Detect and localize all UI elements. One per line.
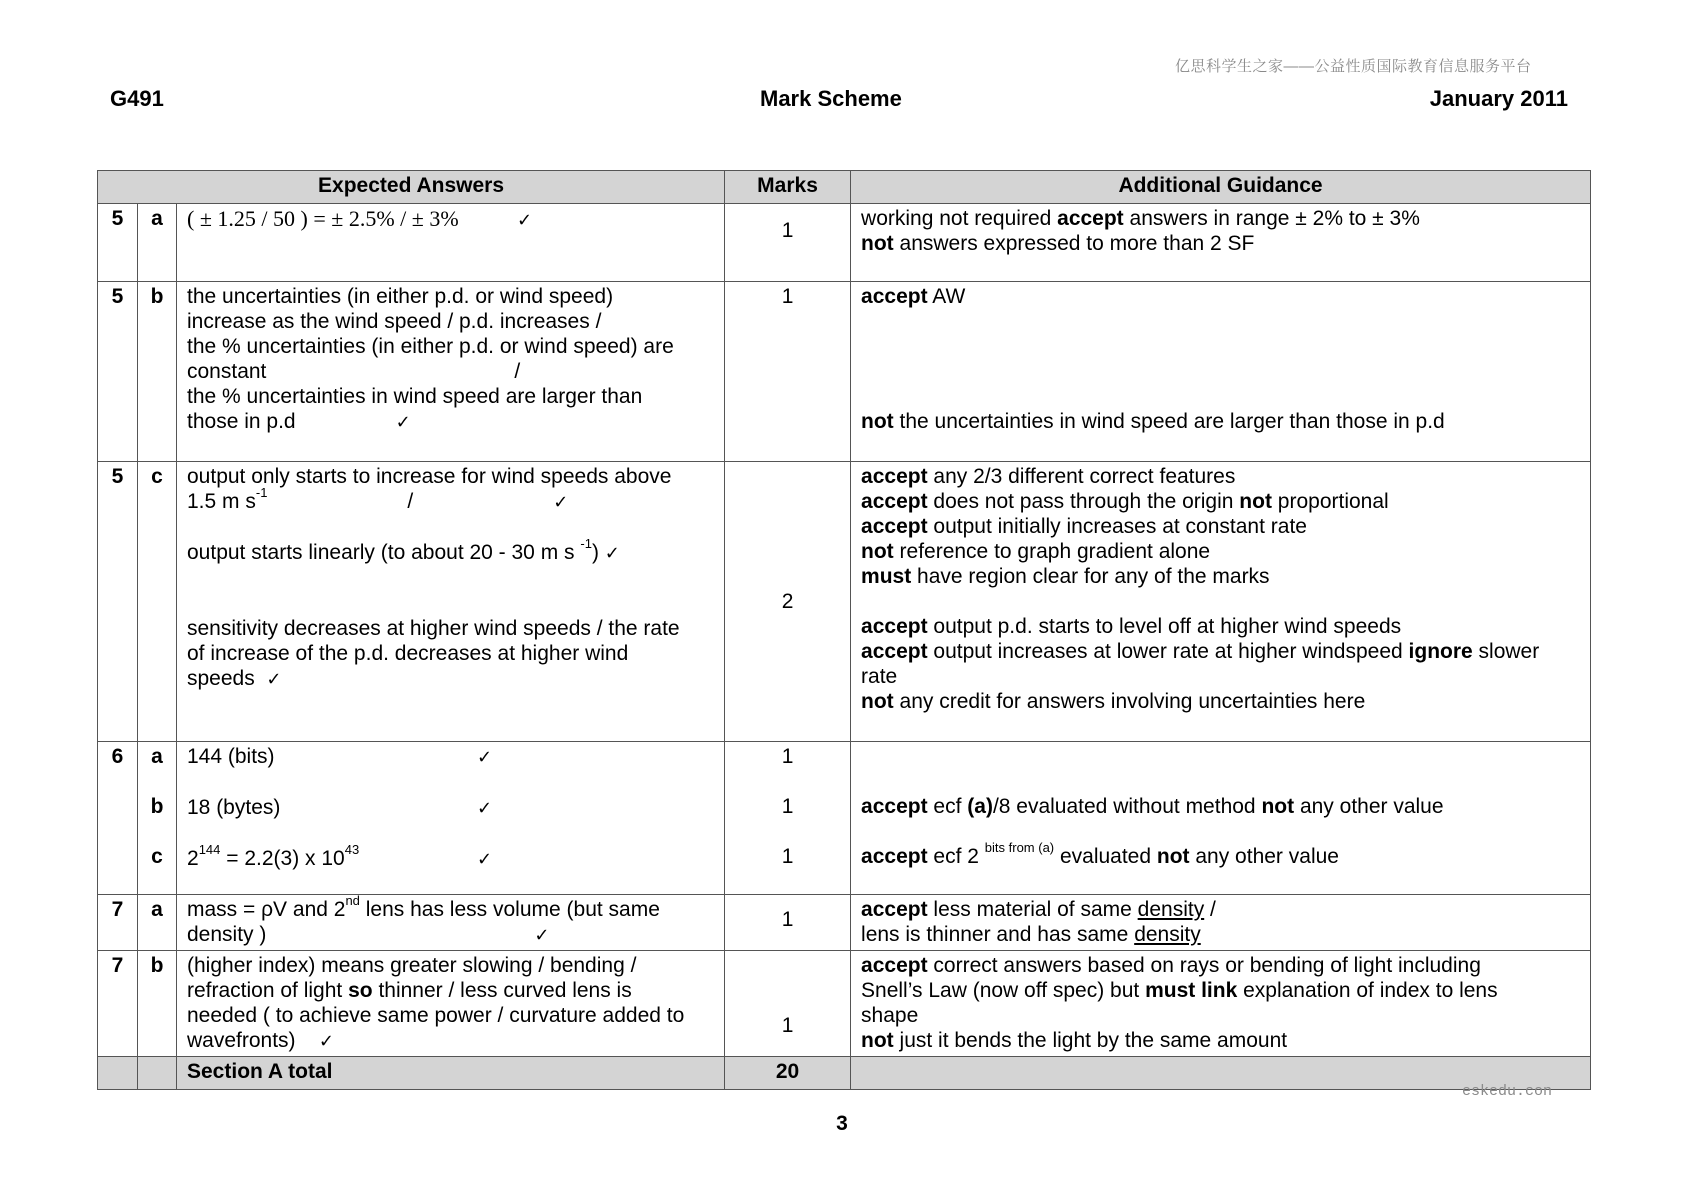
- guidance-text: lens is thinner and has same: [861, 923, 1135, 946]
- guidance-text: output initially increases at constant rate: [927, 515, 1307, 538]
- marks-value: 1: [781, 745, 794, 768]
- marks-cell: 2: [725, 462, 851, 742]
- answer-line: 144 (bits): [187, 745, 275, 768]
- guidance-text: density: [1137, 898, 1205, 921]
- guidance-text: AW: [927, 285, 966, 308]
- watermark-top: 亿思科学生之家——公益性质国际教育信息服务平台: [1175, 58, 1532, 75]
- expected-answer: [177, 204, 725, 282]
- guidance-text: ecf 2: [927, 845, 985, 868]
- guidance-keyword: not: [1156, 845, 1190, 868]
- answer-line: 2: [187, 847, 199, 870]
- guidance-text: ecf: [927, 795, 968, 818]
- guidance-text: Snell’s Law (now off spec) but: [861, 979, 1146, 1002]
- guidance-keyword: not: [1261, 795, 1295, 818]
- expected-answer: [177, 895, 725, 951]
- superscript: 144: [198, 842, 221, 857]
- tick-icon: ✓: [553, 492, 569, 513]
- expected-answer: [177, 282, 725, 462]
- marks-cell: 1: [725, 204, 851, 282]
- guidance-text: rate: [861, 665, 898, 688]
- answer-line: of increase of the p.d. decreases at higher wind: [187, 642, 629, 665]
- answer-separator: /: [514, 360, 521, 383]
- watermark-bottom: eskedu.con: [1462, 1083, 1553, 1100]
- expected-answers-header: Expected Answers: [98, 171, 725, 204]
- answer-separator: /: [407, 490, 414, 513]
- guidance-keyword: accept: [1057, 207, 1124, 230]
- guidance-keyword: not: [861, 410, 894, 433]
- answer-line: wavefronts): [187, 1029, 296, 1052]
- marks-header: Marks: [725, 171, 851, 204]
- guidance-text: less material of same: [927, 898, 1138, 921]
- guidance-text: proportional: [1271, 490, 1389, 513]
- answer-line: those in p.d: [187, 410, 296, 433]
- marks-cell: 1: [725, 895, 851, 951]
- guidance-text: any credit for answers involving uncertainties here: [893, 690, 1366, 713]
- answer-line: lens has less volume (but same: [359, 898, 660, 921]
- guidance-keyword: accept: [861, 640, 928, 663]
- guidance-keyword: must: [861, 565, 912, 588]
- answer-line: density ): [187, 923, 267, 946]
- question-part: c: [138, 462, 177, 742]
- tick-icon: ✓: [477, 747, 493, 768]
- expected-answer: [177, 951, 725, 1057]
- answer-line: 18 (bytes): [187, 796, 281, 819]
- question-number: 7: [98, 951, 138, 1057]
- answer-line: output only starts to increase for wind speeds above: [187, 465, 672, 488]
- answer-line: refraction of light: [187, 979, 349, 1002]
- marks-cell: 1: [725, 282, 851, 462]
- guidance: [851, 742, 1591, 895]
- paper-code: G491: [110, 86, 164, 111]
- guidance-text: the uncertainties in wind speed are larger than those in p.d: [893, 410, 1445, 433]
- answer-line: mass = ρV and 2: [187, 898, 346, 921]
- section-total-marks: 20: [725, 1057, 851, 1090]
- guidance-keyword: not: [1239, 490, 1272, 513]
- guidance: [851, 204, 1591, 282]
- expected-answer: [177, 462, 725, 742]
- document-title: Mark Scheme: [760, 86, 902, 111]
- marks-value: 1: [781, 795, 794, 818]
- guidance-text: shape: [861, 1004, 919, 1027]
- section-total-label: Section A total: [177, 1057, 725, 1090]
- guidance-text: any 2/3 different correct features: [927, 465, 1236, 488]
- table-row: [98, 462, 1591, 742]
- table-row: [98, 895, 1591, 951]
- answer-line: the % uncertainties in wind speed are larger than: [187, 385, 643, 408]
- guidance-text: /8 evaluated without method: [992, 795, 1262, 818]
- expected-answer: [177, 742, 725, 895]
- guidance-text: explanation of index to lens: [1237, 979, 1498, 1002]
- guidance-keyword: accept: [861, 465, 928, 488]
- question-number: 5: [98, 204, 138, 282]
- guidance-keyword: accept: [861, 285, 928, 308]
- question-part: b: [138, 282, 177, 462]
- guidance: [851, 462, 1591, 742]
- answer-keyword: so: [348, 979, 373, 1002]
- guidance-text: just it bends the light by the same amount: [893, 1029, 1288, 1052]
- tick-icon: ✓: [534, 925, 550, 946]
- answer-line: ): [591, 541, 599, 564]
- answer-line: the uncertainties (in either p.d. or wind speed): [187, 285, 614, 308]
- question-part: b: [150, 795, 164, 818]
- table-row: [98, 282, 1591, 462]
- section-total-row: [98, 1057, 1591, 1090]
- answer-line: output starts linearly (to about 20 - 30 m s: [187, 541, 581, 564]
- table-row: [98, 742, 1591, 895]
- guidance-keyword: not: [861, 1029, 894, 1052]
- answer-line: needed ( to achieve same power / curvature added to: [187, 1004, 685, 1027]
- tick-icon: ✓: [266, 669, 282, 690]
- answer-line: sensitivity decreases at higher wind speeds / the rate: [187, 617, 680, 640]
- question-parts: [138, 742, 177, 895]
- superscript: nd: [345, 893, 360, 908]
- tick-icon: ✓: [318, 1031, 334, 1052]
- guidance-keyword: accept: [861, 795, 928, 818]
- marks-cell: 1: [725, 951, 851, 1057]
- guidance-text: does not pass through the origin: [927, 490, 1240, 513]
- answer-line: constant: [187, 360, 267, 383]
- tick-icon: ✓: [395, 412, 411, 433]
- answer-line: increase as the wind speed / p.d. increases /: [187, 310, 602, 333]
- question-number: 6: [98, 742, 138, 895]
- guidance-keyword: not: [861, 232, 894, 255]
- guidance-keyword: ignore: [1408, 640, 1473, 663]
- marks-value: 1: [781, 845, 794, 868]
- guidance-text: reference to graph gradient alone: [893, 540, 1211, 563]
- question-part: a: [138, 204, 177, 282]
- guidance-text: any other value: [1189, 845, 1339, 868]
- superscript: bits from (a): [984, 840, 1055, 855]
- answer-line: thinner / less curved lens is: [372, 979, 632, 1002]
- answer-line: = 2.2(3) x 10: [220, 847, 345, 870]
- guidance-keyword: accept: [861, 954, 928, 977]
- guidance: [851, 895, 1591, 951]
- guidance-keyword: must link: [1145, 979, 1238, 1002]
- tick-icon: ✓: [477, 849, 493, 870]
- guidance-text: correct answers based on rays or bending of light including: [927, 954, 1481, 977]
- tick-icon: ✓: [517, 210, 533, 231]
- additional-guidance-header: Additional Guidance: [851, 171, 1591, 204]
- tick-icon: ✓: [604, 543, 620, 564]
- guidance-keyword: not: [861, 690, 894, 713]
- guidance-text: evaluated: [1054, 845, 1157, 868]
- question-part: b: [138, 951, 177, 1057]
- guidance-text: density: [1134, 923, 1201, 946]
- table-row: [98, 204, 1591, 282]
- guidance-keyword: accept: [861, 845, 928, 868]
- answer-text: ( ± 1.25 / 50 ) = ± 2.5% / ± 3%: [187, 206, 459, 231]
- guidance: [851, 282, 1591, 462]
- guidance-keyword: accept: [861, 515, 928, 538]
- superscript: -1: [255, 485, 268, 500]
- guidance-text: any other value: [1294, 795, 1444, 818]
- guidance-text: slower: [1472, 640, 1540, 663]
- guidance: [851, 951, 1591, 1057]
- answer-line: (higher index) means greater slowing / bending /: [187, 954, 637, 977]
- table-header-row: [98, 171, 1591, 204]
- answer-line: 1.5 m s: [187, 490, 256, 513]
- answer-line: speeds: [187, 667, 255, 690]
- question-number: 5: [98, 282, 138, 462]
- question-part: a: [151, 745, 163, 768]
- guidance-keyword: (a): [967, 795, 993, 818]
- question-number: 5: [98, 462, 138, 742]
- guidance-text: output increases at lower rate at higher windspeed: [927, 640, 1409, 663]
- guidance-text: answers in range ± 2% to ± 3%: [1123, 207, 1420, 230]
- guidance-keyword: accept: [861, 615, 928, 638]
- guidance-text: have region clear for any of the marks: [911, 565, 1270, 588]
- guidance-keyword: accept: [861, 490, 928, 513]
- superscript: -1: [580, 536, 592, 551]
- page-number: 3: [836, 1112, 848, 1135]
- question-number: 7: [98, 895, 138, 951]
- table-row: [98, 951, 1591, 1057]
- question-part: a: [138, 895, 177, 951]
- guidance-text: answers expressed to more than 2 SF: [893, 232, 1255, 255]
- answer-line: the % uncertainties (in either p.d. or wind speed) are: [187, 335, 674, 358]
- marks-cell: [725, 742, 851, 895]
- exam-date: January 2011: [1429, 86, 1568, 111]
- guidance-keyword: not: [861, 540, 894, 563]
- guidance-text: output p.d. starts to level off at higher wind speeds: [927, 615, 1402, 638]
- tick-icon: ✓: [477, 798, 493, 819]
- guidance-text: working not required: [861, 207, 1058, 230]
- question-part: c: [151, 845, 163, 868]
- guidance-text: /: [1204, 898, 1216, 921]
- mark-scheme-table: [97, 170, 1591, 1090]
- guidance-keyword: accept: [861, 898, 928, 921]
- superscript: 43: [344, 842, 360, 857]
